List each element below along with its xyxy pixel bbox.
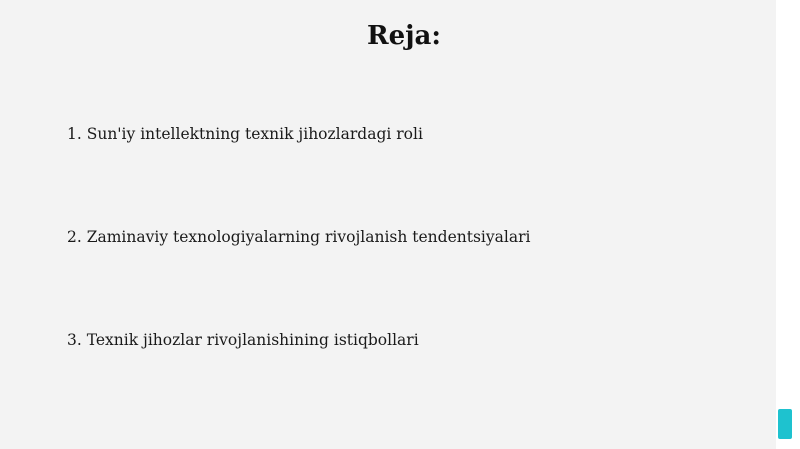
scrollbar-track[interactable] (776, 0, 800, 449)
plan-item-1: 1. Sun'iy intellektning texnik jihozlardagi roli (67, 125, 423, 143)
scrollbar-thumb[interactable] (778, 409, 792, 439)
plan-item-3: 3. Texnik jihozlar rivojlanishining istiqbollari (67, 331, 419, 349)
slide-title: Reja: (366, 21, 441, 51)
plan-item-2: 2. Zaminaviy texnologiyalarning rivojlanish tendentsiyalari (67, 228, 531, 246)
